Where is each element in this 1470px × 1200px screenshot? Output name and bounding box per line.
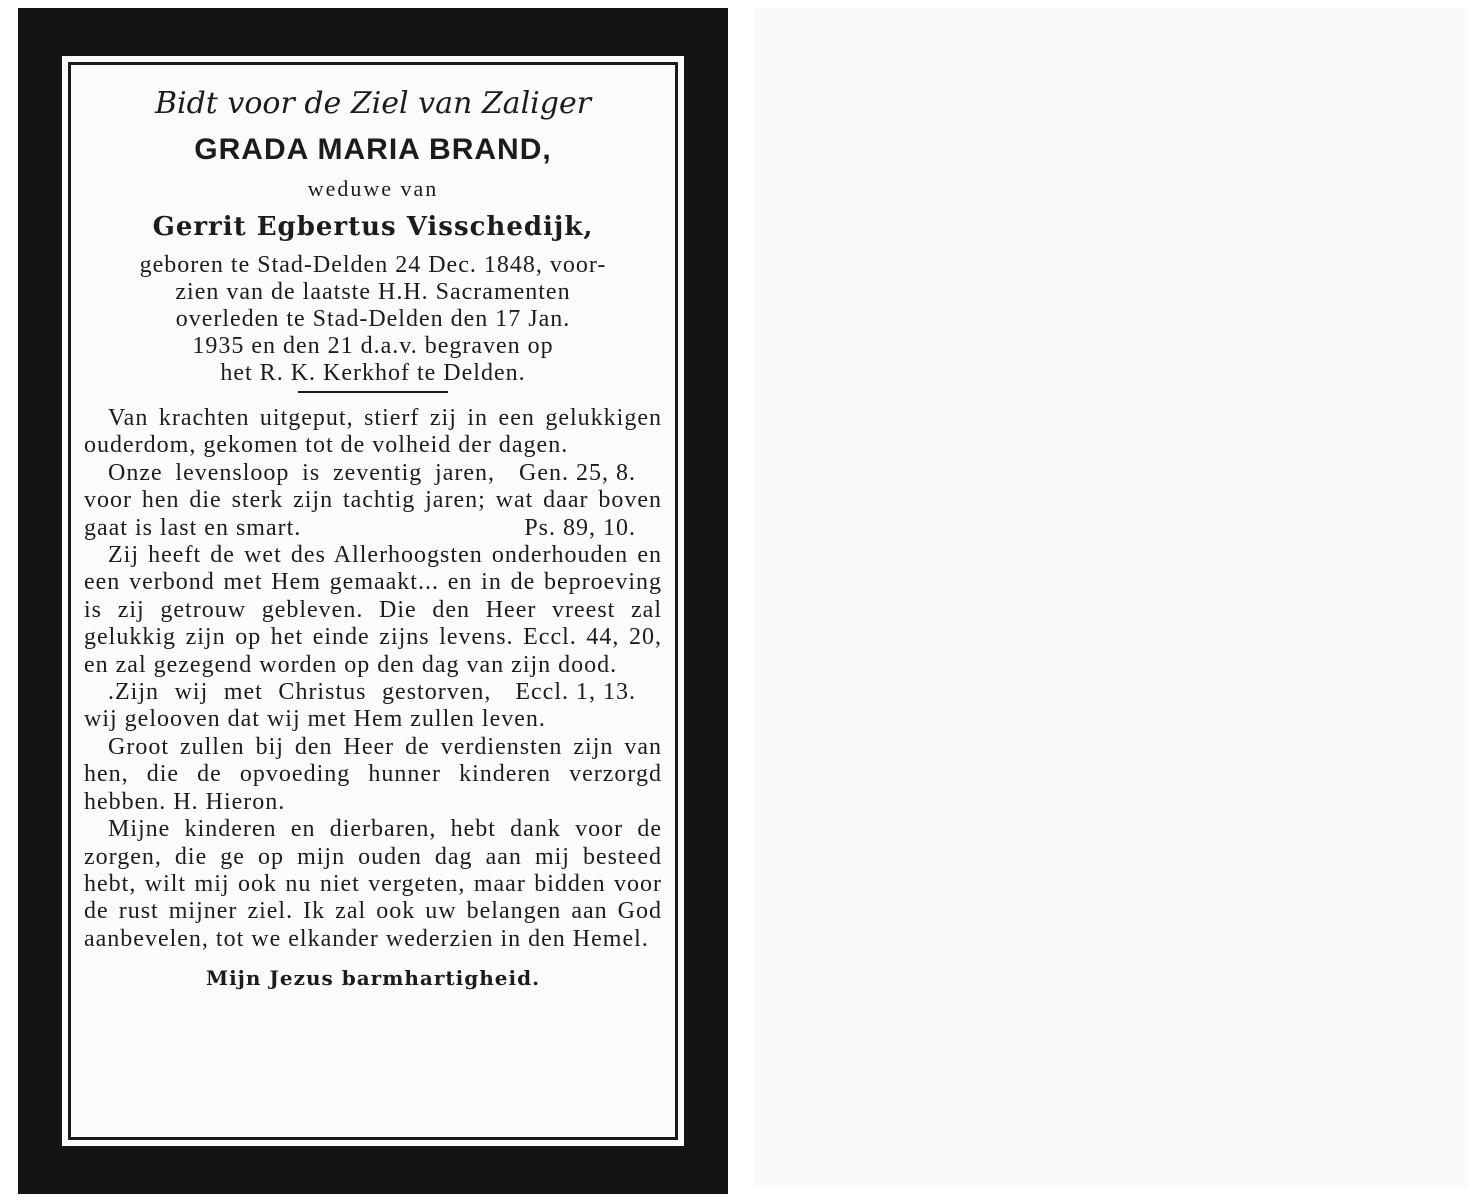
card-inner-panel <box>62 56 684 1146</box>
bio-line: geboren te Stad-Delden 24 Dec. 1848, voor- <box>139 252 607 278</box>
blank-back-page <box>754 8 1468 1188</box>
closing-prayer: Mijn Jezus barmhartigheid. <box>205 966 541 991</box>
divider-rule <box>298 391 448 393</box>
scripture-reference: Ps. 89, 10. <box>524 514 636 541</box>
scripture-paragraph <box>84 734 662 816</box>
bio-line: zien van de laatste H.H. Sacramenten <box>175 279 571 305</box>
paragraph-text: Groot zullen bij den Heer de verdiensten zijn van hen, die de opvoeding hunner kinderen verzorgd hebben. H. Hieron. <box>84 733 662 815</box>
paragraph-text: Onze levensloop is zeventig jaren, voor hen die sterk zijn tachtig jaren; wat daar boven gaat is last en smart. <box>84 459 662 541</box>
deceased-name: GRADA MARIA BRAND, <box>194 133 552 166</box>
scripture-reference: Eccl. 1, 13. <box>515 679 636 706</box>
scripture-paragraph <box>84 816 662 953</box>
scripture-paragraph <box>84 405 662 486</box>
paragraph-text: .Zijn wij met Christus gestorven, wij gelooven dat wij met Hem zullen leven. <box>84 679 546 733</box>
paragraph-text: Van krachten uitgeput, stierf zij in een gelukkigen ouderdom, gekomen tot de volheid der dagen. <box>84 405 662 459</box>
bio-line: 1935 en den 21 d.a.v. begraven op <box>192 333 554 359</box>
paragraph-text: Mijne kinderen en dierbaren, hebt dank voor de zorgen, die ge op mijn ouden dag aan mij besteed hebt, wilt mij ook nu niet vergeten, maar bidden voor de rust mijner ziel. Ik zal ook uw belangen aan God aanbevelen, tot we elkander wederzien in den Hemel. <box>84 816 662 952</box>
intro-line: Bidt voor de Ziel van Zaliger <box>154 86 592 121</box>
card-content <box>84 78 662 1124</box>
paragraph-text: Zij heeft de wet des Allerhoogsten onderhouden en een verbond met Hem gemaakt... en in de beproeving is zij getrouw gebleven. Die den Heer vreest zal gelukkig zijn op het einde zijns levens. Eccl. 44, 20, en zal gezegend worden op den dag van zijn dood. <box>84 542 662 678</box>
biography <box>84 252 662 387</box>
bio-line: het R. K. Kerkhof te Delden. <box>220 360 526 386</box>
bio-line: overleden te Stad-Delden den 17 Jan. <box>175 306 571 332</box>
scripture-reference: Gen. 25, 8. <box>519 459 636 486</box>
relation-line: weduwe van <box>307 176 439 201</box>
memorial-card <box>18 8 728 1194</box>
spouse-name: Gerrit Egbertus Visschedijk, <box>152 212 594 242</box>
